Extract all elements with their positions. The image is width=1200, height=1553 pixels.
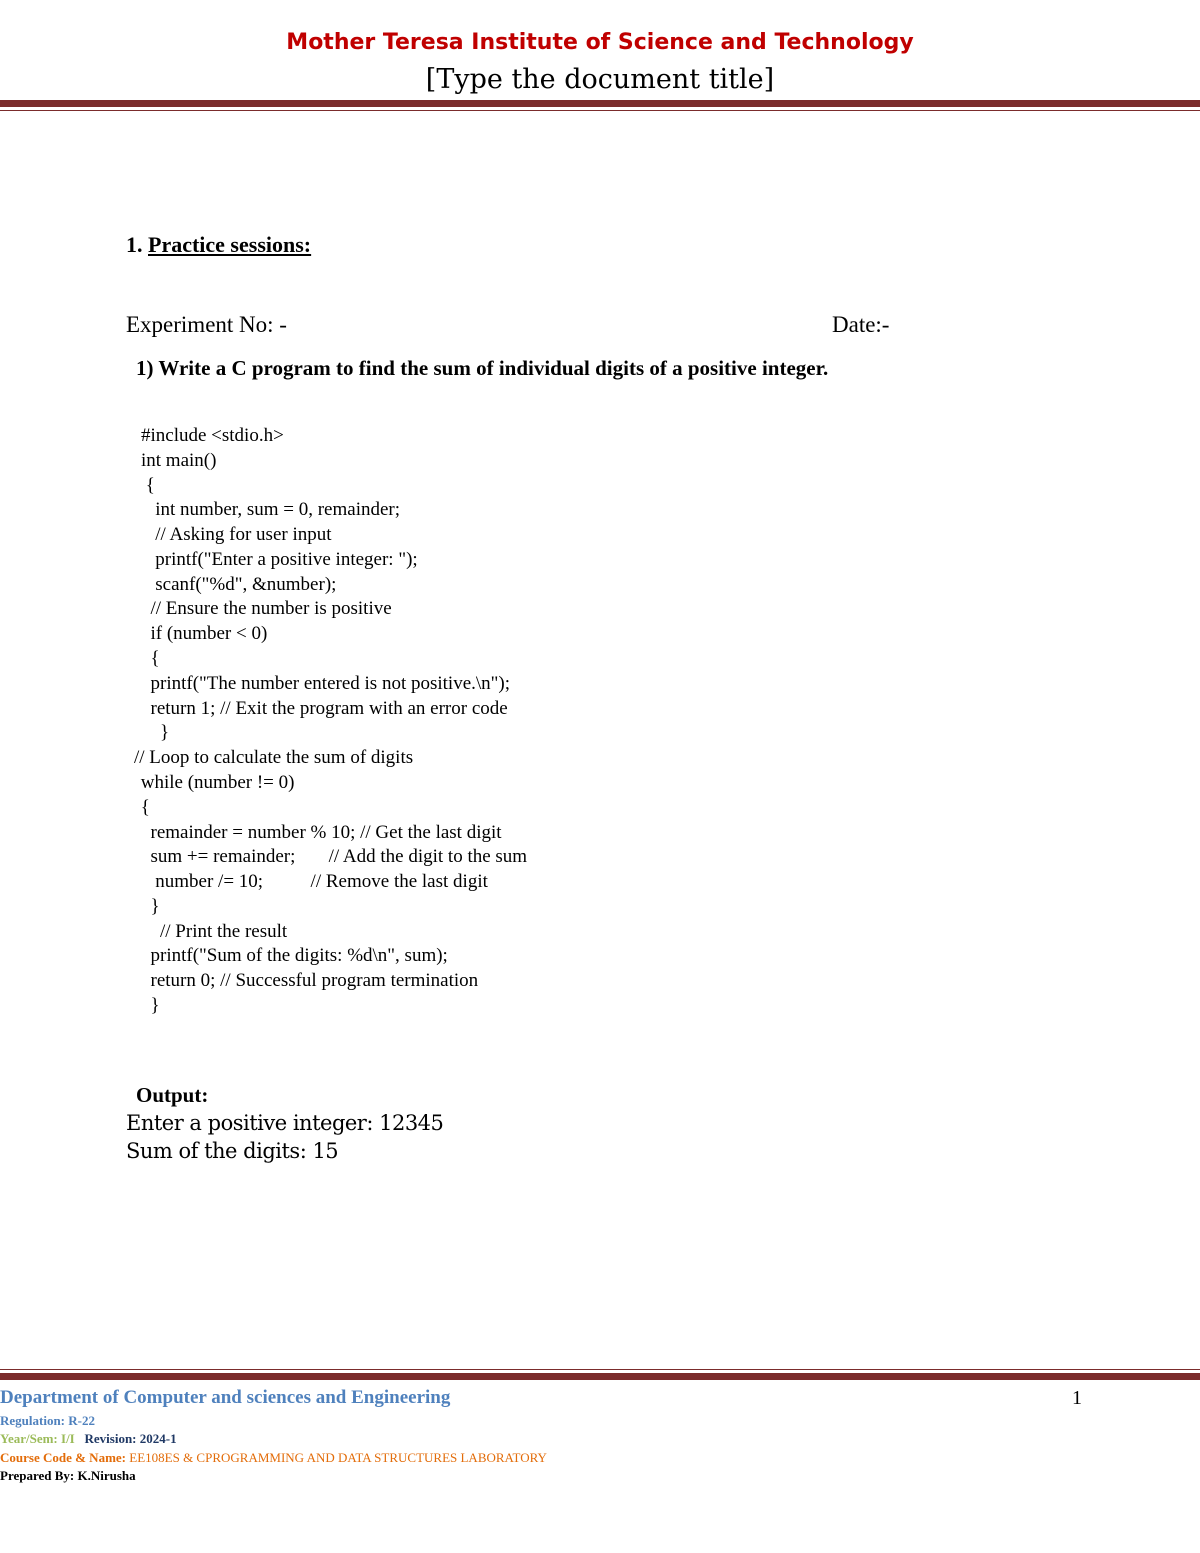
- code-line: return 1; // Exit the program with an error code: [141, 698, 508, 719]
- output-line: Enter a positive integer: 12345: [126, 1111, 444, 1135]
- code-line: {: [141, 475, 155, 496]
- code-line: int number, sum = 0, remainder;: [141, 499, 401, 520]
- code-line: printf("Enter a positive integer: ");: [141, 549, 418, 570]
- footer-prepared-by: Prepared By: K.Nirusha: [0, 1468, 136, 1483]
- code-line: while (number != 0): [136, 772, 295, 793]
- header-rule-thick: [0, 100, 1200, 107]
- code-line: }: [141, 722, 170, 743]
- code-line: }: [141, 995, 160, 1016]
- code-line: // Asking for user input: [141, 524, 332, 545]
- code-line: // Ensure the number is positive: [141, 598, 392, 619]
- code-line: {: [141, 648, 160, 669]
- footer-department: Department of Computer and sciences and Engineering: [0, 1387, 451, 1408]
- output-line: Sum of the digits: 15: [126, 1139, 339, 1163]
- footer-rule-thin: [0, 1369, 1200, 1370]
- header-rule-thin: [0, 110, 1200, 111]
- document-title: [Type the document title]: [425, 64, 775, 95]
- footer-revision: Revision: 2024-1: [84, 1431, 177, 1446]
- code-line: }: [141, 896, 160, 917]
- footer-year-sem-row: [0, 1431, 177, 1447]
- code-line: // Loop to calculate the sum of digits: [134, 747, 414, 768]
- code-line: printf("The number entered is not positive.\n");: [141, 673, 511, 694]
- footer-course-label: Course Code & Name:: [0, 1450, 127, 1465]
- code-line: scanf("%d", &number);: [141, 574, 337, 595]
- experiment-date: Date:-: [832, 312, 890, 337]
- footer-rule-thick: [0, 1373, 1200, 1380]
- institution-name: Mother Teresa Institute of Science and Technology: [286, 30, 914, 55]
- page-number: 1: [1072, 1387, 1082, 1409]
- code-line: printf("Sum of the digits: %d\n", sum);: [141, 945, 448, 966]
- section-number: 1.: [126, 232, 143, 257]
- footer-course-value: EE108ES & CPROGRAMMING AND DATA STRUCTURES LABORATORY: [129, 1450, 547, 1465]
- experiment-number: Experiment No: -: [126, 312, 287, 337]
- footer-year-sem: Year/Sem: I/I: [0, 1431, 75, 1446]
- footer-course-row: [0, 1450, 547, 1466]
- code-line: {: [136, 797, 150, 818]
- code-line: // Print the result: [141, 921, 288, 942]
- question-text: 1) Write a C program to find the sum of individual digits of a positive integer.: [136, 356, 829, 380]
- code-line: remainder = number % 10; // Get the last digit: [141, 822, 502, 843]
- footer-regulation: Regulation: R-22: [0, 1413, 95, 1428]
- code-line: sum += remainder; // Add the digit to the sum: [141, 846, 528, 867]
- code-line: if (number < 0): [141, 623, 268, 644]
- code-line: number /= 10; // Remove the last digit: [141, 871, 488, 892]
- code-line: #include <stdio.h>: [141, 425, 284, 446]
- section-title: Practice sessions:: [148, 232, 312, 257]
- code-line: int main(): [141, 450, 217, 471]
- output-label: Output:: [136, 1083, 209, 1107]
- code-line: return 0; // Successful program termination: [141, 970, 479, 991]
- section-heading: [126, 232, 311, 258]
